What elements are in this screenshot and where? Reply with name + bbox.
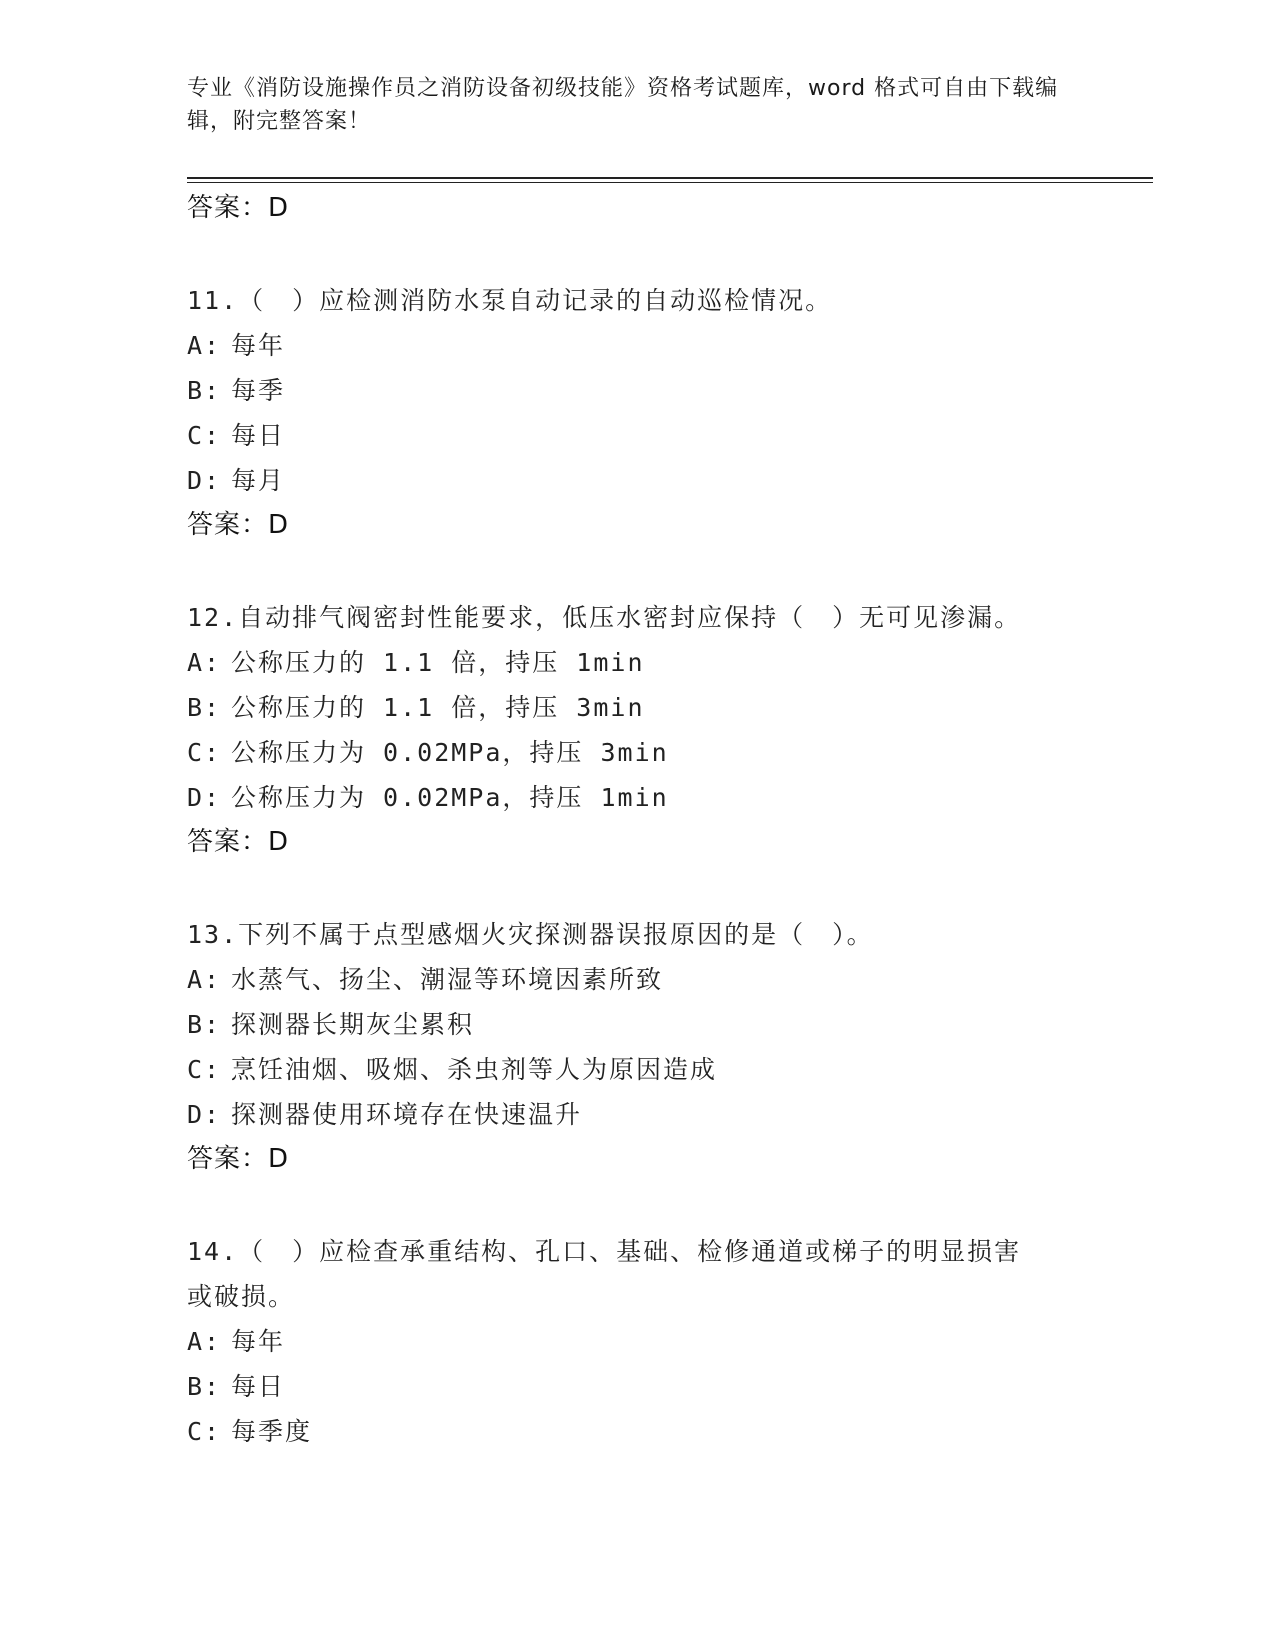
option-letter: B: bbox=[187, 1372, 222, 1401]
option-b bbox=[187, 1364, 1087, 1409]
option-c bbox=[187, 413, 1087, 458]
question-stem-continued: 或破损。 bbox=[187, 1282, 296, 1311]
option-b bbox=[187, 368, 1087, 413]
option-text: 每日 bbox=[231, 421, 286, 450]
option-c bbox=[187, 1047, 1087, 1092]
option-d bbox=[187, 775, 1087, 820]
answer-line: 答案：D bbox=[187, 827, 290, 857]
option-b bbox=[187, 685, 1087, 730]
option-a bbox=[187, 640, 1087, 685]
document-header bbox=[187, 72, 1067, 138]
option-text: 探测器长期灰尘累积 bbox=[231, 1010, 475, 1039]
option-text: 每日 bbox=[231, 1372, 286, 1401]
option-letter: A: bbox=[187, 331, 222, 360]
option-letter: A: bbox=[187, 1327, 222, 1356]
header-divider-thin bbox=[187, 182, 1153, 183]
option-a bbox=[187, 323, 1087, 368]
header-divider bbox=[187, 177, 1153, 179]
option-b bbox=[187, 1002, 1087, 1047]
question-stem: 12.自动排气阀密封性能要求，低压水密封应保持（ ）无可见渗漏。 bbox=[187, 603, 1022, 632]
question-list bbox=[187, 186, 1087, 1454]
option-text: 烹饪油烟、吸烟、杀虫剂等人为原因造成 bbox=[231, 1055, 718, 1084]
question-item bbox=[187, 278, 1087, 548]
option-letter: D: bbox=[187, 783, 222, 812]
option-c bbox=[187, 730, 1087, 775]
option-text: 水蒸气、扬尘、潮湿等环境因素所致 bbox=[231, 965, 664, 994]
spacer bbox=[187, 548, 1087, 595]
option-letter: A: bbox=[187, 965, 222, 994]
answer-line: 答案：D bbox=[187, 193, 290, 223]
option-letter: D: bbox=[187, 466, 222, 495]
option-letter: B: bbox=[187, 376, 222, 405]
option-letter: B: bbox=[187, 693, 222, 722]
option-text: 每月 bbox=[231, 466, 286, 495]
question-stem: 14.（ ）应检查承重结构、孔口、基础、检修通道或梯子的明显损害 bbox=[187, 1237, 1022, 1266]
question-item bbox=[187, 1229, 1087, 1454]
option-d bbox=[187, 458, 1087, 503]
option-letter: D: bbox=[187, 1100, 222, 1129]
option-letter: C: bbox=[187, 1055, 222, 1084]
option-letter: A: bbox=[187, 648, 222, 677]
answer-line: 答案：D bbox=[187, 510, 290, 540]
question-item bbox=[187, 595, 1087, 865]
question-stem: 11.（ ）应检测消防水泵自动记录的自动巡检情况。 bbox=[187, 286, 833, 315]
option-text: 每季度 bbox=[231, 1417, 313, 1446]
option-letter: C: bbox=[187, 421, 222, 450]
option-text: 公称压力的 1.1 倍，持压 1min bbox=[231, 648, 645, 677]
option-letter: C: bbox=[187, 1417, 222, 1446]
spacer bbox=[187, 1182, 1087, 1229]
header-text: 专业《消防设施操作员之消防设备初级技能》资格考试题库，word 格式可自由下载编辑，附完整答案！ bbox=[187, 76, 1059, 134]
spacer bbox=[187, 231, 1087, 278]
option-a bbox=[187, 1319, 1087, 1364]
answer-line: 答案：D bbox=[187, 1144, 290, 1174]
option-text: 每年 bbox=[231, 1327, 286, 1356]
question-stem: 13.下列不属于点型感烟火灾探测器误报原因的是（ ）。 bbox=[187, 920, 874, 949]
question-item bbox=[187, 912, 1087, 1182]
option-text: 探测器使用环境存在快速温升 bbox=[231, 1100, 583, 1129]
option-text: 每季 bbox=[231, 376, 286, 405]
option-d bbox=[187, 1092, 1087, 1137]
spacer bbox=[187, 865, 1087, 912]
option-a bbox=[187, 957, 1087, 1002]
option-letter: C: bbox=[187, 738, 222, 767]
option-letter: B: bbox=[187, 1010, 222, 1039]
option-text: 公称压力的 1.1 倍，持压 3min bbox=[231, 693, 645, 722]
option-text: 公称压力为 0.02MPa，持压 1min bbox=[231, 783, 669, 812]
option-c bbox=[187, 1409, 1087, 1454]
option-text: 公称压力为 0.02MPa，持压 3min bbox=[231, 738, 669, 767]
option-text: 每年 bbox=[231, 331, 286, 360]
